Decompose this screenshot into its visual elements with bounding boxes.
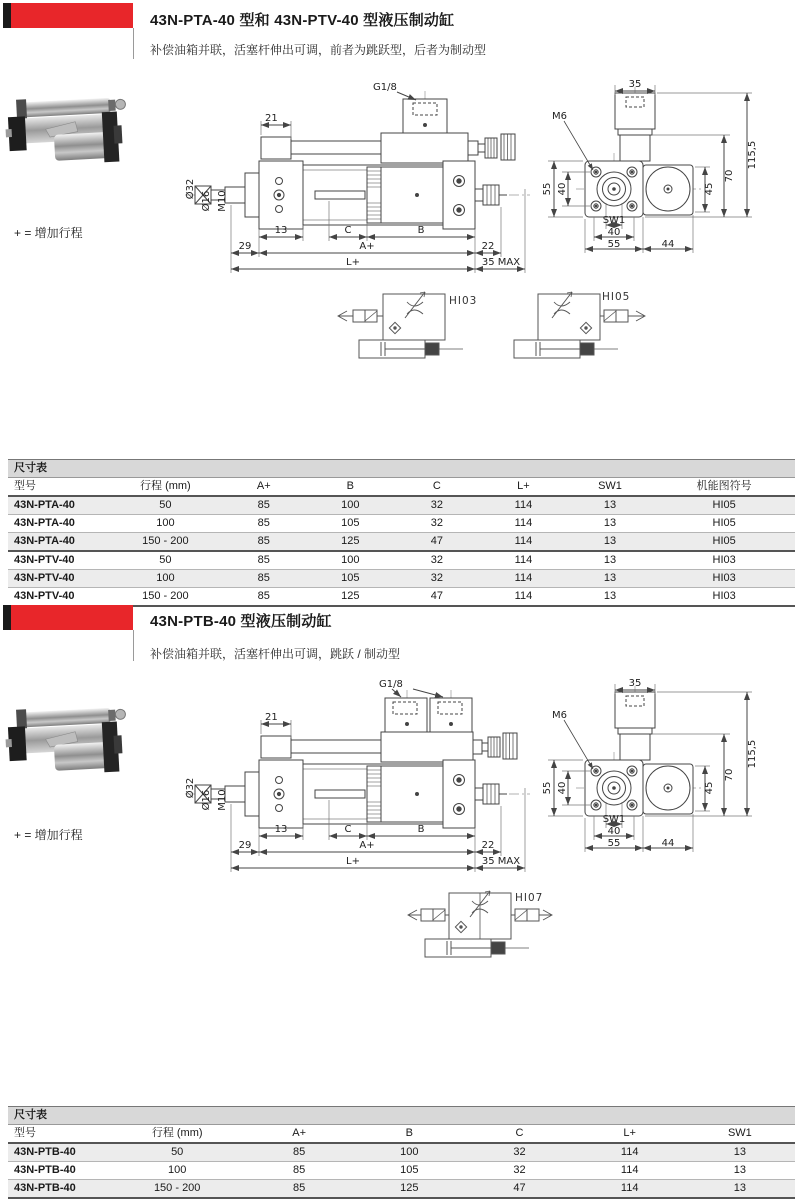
port-label: G1/8: [379, 679, 403, 690]
cell-c: 32: [394, 496, 481, 515]
dim-115-5: 115,5: [747, 140, 758, 170]
dim-A-plus: A+: [359, 840, 375, 851]
side-view-drawing: [185, 676, 530, 874]
dim-L-plus: L+: [346, 856, 360, 867]
cell-symbol: HI05: [653, 515, 795, 533]
table-row: [8, 588, 795, 607]
function-schematic-hi05: [498, 288, 648, 366]
end-view-drawing: [540, 676, 795, 876]
dim-13: 13: [274, 824, 288, 835]
col-header-symbol: 机能图符号: [653, 478, 795, 497]
cell-a: 85: [244, 1162, 354, 1180]
dim-115-5: 115,5: [747, 739, 758, 769]
schematic-label: HI05: [602, 291, 631, 303]
cell-a: 85: [220, 496, 307, 515]
dim-55-left: 55: [542, 182, 553, 196]
cell-model: 43N-PTV-40: [8, 588, 110, 607]
col-header-l: L+: [480, 478, 567, 497]
cell-sw1: 13: [685, 1162, 795, 1180]
cell-symbol: HI03: [653, 588, 795, 607]
cell-stroke: 150 - 200: [110, 1180, 244, 1199]
cell-stroke: 150 - 200: [110, 533, 220, 552]
cell-b: 100: [307, 551, 394, 570]
cell-sw1: 13: [567, 570, 654, 588]
cell-l: 114: [480, 496, 567, 515]
dim-SW1: SW1: [602, 814, 626, 825]
cell-b: 105: [354, 1162, 464, 1180]
cell-a: 85: [244, 1143, 354, 1162]
dimension-table: [8, 1106, 795, 1199]
cell-model: 43N-PTB-40: [8, 1143, 110, 1162]
cell-stroke: 100: [110, 1162, 244, 1180]
cell-c: 32: [394, 570, 481, 588]
dim-55-bottom: 55: [607, 239, 621, 250]
cell-b: 125: [354, 1180, 464, 1199]
accent-black-chip: [3, 605, 11, 630]
dim-45: 45: [704, 781, 715, 795]
cell-a: 85: [220, 551, 307, 570]
dim-M6: M6: [552, 710, 567, 721]
end-view-drawing: [540, 77, 795, 277]
function-schematic-hi03: [335, 288, 485, 366]
cell-sw1: 13: [567, 496, 654, 515]
cell-l: 114: [480, 588, 567, 607]
product-photo: [6, 698, 134, 794]
header-divider-line: [133, 28, 134, 59]
table-row: [8, 533, 795, 552]
dim-21: 21: [265, 712, 278, 723]
col-header-model: 型号: [8, 1125, 110, 1144]
cell-b: 100: [354, 1143, 464, 1162]
dimension-table: [8, 459, 795, 607]
cell-model: 43N-PTV-40: [8, 570, 110, 588]
cell-sw1: 13: [685, 1143, 795, 1162]
cell-l: 114: [480, 551, 567, 570]
col-header-stroke: 行程 (mm): [110, 478, 220, 497]
dim-70: 70: [724, 768, 735, 782]
cell-a: 85: [220, 515, 307, 533]
stroke-note: + = 增加行程: [14, 226, 83, 240]
cell-b: 125: [307, 533, 394, 552]
dim-22: 22: [481, 840, 495, 851]
header-divider-line: [133, 630, 134, 661]
dim-M10: M10: [217, 190, 228, 212]
cell-c: 32: [394, 515, 481, 533]
cell-model: 43N-PTA-40: [8, 496, 110, 515]
cell-model: 43N-PTB-40: [8, 1180, 110, 1199]
dim-SW1: SW1: [602, 215, 626, 226]
cell-symbol: HI05: [653, 533, 795, 552]
dim-35: 35: [628, 678, 642, 689]
cell-a: 85: [220, 570, 307, 588]
cell-c: 32: [464, 1162, 574, 1180]
cell-sw1: 13: [567, 533, 654, 552]
table-row: [8, 1143, 795, 1162]
cell-symbol: HI03: [653, 551, 795, 570]
cell-c: 32: [464, 1143, 574, 1162]
cell-stroke: 50: [110, 551, 220, 570]
cell-sw1: 13: [567, 515, 654, 533]
cell-model: 43N-PTA-40: [8, 533, 110, 552]
accent-black-chip: [3, 3, 11, 28]
cell-model: 43N-PTA-40: [8, 515, 110, 533]
cell-stroke: 100: [110, 515, 220, 533]
dim-13: 13: [274, 225, 288, 236]
dim-29: 29: [238, 241, 252, 252]
cell-c: 47: [394, 533, 481, 552]
table-row: [8, 515, 795, 533]
dim-35: 35: [628, 79, 642, 90]
col-header-sw1: SW1: [567, 478, 654, 497]
table-row: [8, 496, 795, 515]
dim-dia16: Ø16: [201, 190, 212, 212]
cell-a: 85: [220, 588, 307, 607]
cell-stroke: 50: [110, 496, 220, 515]
dim-B: B: [417, 225, 425, 236]
cylinder-photo-group: [4, 704, 128, 777]
table-row: [8, 570, 795, 588]
dim-40-left: 40: [557, 781, 568, 795]
cell-b: 105: [307, 515, 394, 533]
col-header-sw1: SW1: [685, 1125, 795, 1144]
stroke-note: + = 增加行程: [14, 828, 83, 842]
col-header-a: A+: [220, 478, 307, 497]
cell-l: 114: [575, 1162, 685, 1180]
cell-c: 47: [464, 1180, 574, 1199]
dim-40-bottom: 40: [607, 227, 621, 238]
accent-red-chip: [11, 605, 133, 630]
cell-l: 114: [480, 570, 567, 588]
section-subtitle: 补偿油箱并联，活塞杆伸出可调，跳跃 / 制动型: [150, 647, 401, 661]
dim-29: 29: [238, 840, 252, 851]
dim-35-max: 35 MAX: [481, 856, 521, 867]
cell-symbol: HI05: [653, 496, 795, 515]
schematic-label: HI03: [449, 295, 478, 307]
col-header-c: C: [394, 478, 481, 497]
table-title: 尺寸表: [8, 460, 795, 478]
cell-b: 105: [307, 570, 394, 588]
dim-44: 44: [661, 239, 675, 250]
cell-b: 100: [307, 496, 394, 515]
section-title: 43N-PTB-40 型液压制动缸: [150, 613, 332, 630]
cell-symbol: HI03: [653, 570, 795, 588]
section-subtitle: 补偿油箱并联，活塞杆伸出可调，前者为跳跃型，后者为制动型: [150, 43, 487, 57]
dim-40-left: 40: [557, 182, 568, 196]
dim-M6: M6: [552, 111, 567, 122]
section-title: 43N-PTA-40 型和 43N-PTV-40 型液压制动缸: [150, 12, 455, 29]
col-header-b: B: [307, 478, 394, 497]
cell-model: 43N-PTB-40: [8, 1162, 110, 1180]
cell-model: 43N-PTV-40: [8, 551, 110, 570]
cell-a: 85: [220, 533, 307, 552]
schematic-label: HI07: [515, 892, 544, 904]
cell-stroke: 100: [110, 570, 220, 588]
dim-A-plus: A+: [359, 241, 375, 252]
dim-35-max: 35 MAX: [481, 257, 521, 268]
cell-a: 85: [244, 1180, 354, 1199]
cell-l: 114: [575, 1143, 685, 1162]
dim-dia32: Ø32: [185, 178, 196, 200]
dim-21: 21: [265, 113, 278, 124]
port-label: G1/8: [373, 82, 397, 93]
cell-l: 114: [575, 1180, 685, 1199]
col-header-l: L+: [575, 1125, 685, 1144]
cell-sw1: 13: [567, 551, 654, 570]
dim-L-plus: L+: [346, 257, 360, 268]
cylinder-photo-group: [4, 94, 128, 167]
col-header-c: C: [464, 1125, 574, 1144]
col-header-stroke: 行程 (mm): [110, 1125, 244, 1144]
dim-40-bottom: 40: [607, 826, 621, 837]
cell-stroke: 150 - 200: [110, 588, 220, 607]
cell-stroke: 50: [110, 1143, 244, 1162]
dim-55-bottom: 55: [607, 838, 621, 849]
cell-c: 32: [394, 551, 481, 570]
dim-22: 22: [481, 241, 495, 252]
dim-B: B: [417, 824, 425, 835]
cell-b: 125: [307, 588, 394, 607]
col-header-a: A+: [244, 1125, 354, 1144]
dim-dia16: Ø16: [201, 789, 212, 811]
dim-C: C: [344, 824, 352, 835]
cell-sw1: 13: [685, 1180, 795, 1199]
side-view-drawing: [185, 77, 530, 275]
table-title: 尺寸表: [8, 1107, 795, 1125]
accent-red-chip: [11, 3, 133, 28]
dim-45: 45: [704, 182, 715, 196]
dim-M10: M10: [217, 789, 228, 811]
dim-C: C: [344, 225, 352, 236]
col-header-b: B: [354, 1125, 464, 1144]
dim-55-left: 55: [542, 781, 553, 795]
table-row: [8, 1162, 795, 1180]
dim-dia32: Ø32: [185, 777, 196, 799]
dim-70: 70: [724, 169, 735, 183]
table-row: [8, 1180, 795, 1199]
function-schematic-hi07: [405, 885, 555, 965]
cell-l: 114: [480, 533, 567, 552]
cell-c: 47: [394, 588, 481, 607]
cell-l: 114: [480, 515, 567, 533]
cell-sw1: 13: [567, 588, 654, 607]
dim-44: 44: [661, 838, 675, 849]
col-header-model: 型号: [8, 478, 110, 497]
product-photo: [6, 88, 134, 184]
table-row: [8, 551, 795, 570]
